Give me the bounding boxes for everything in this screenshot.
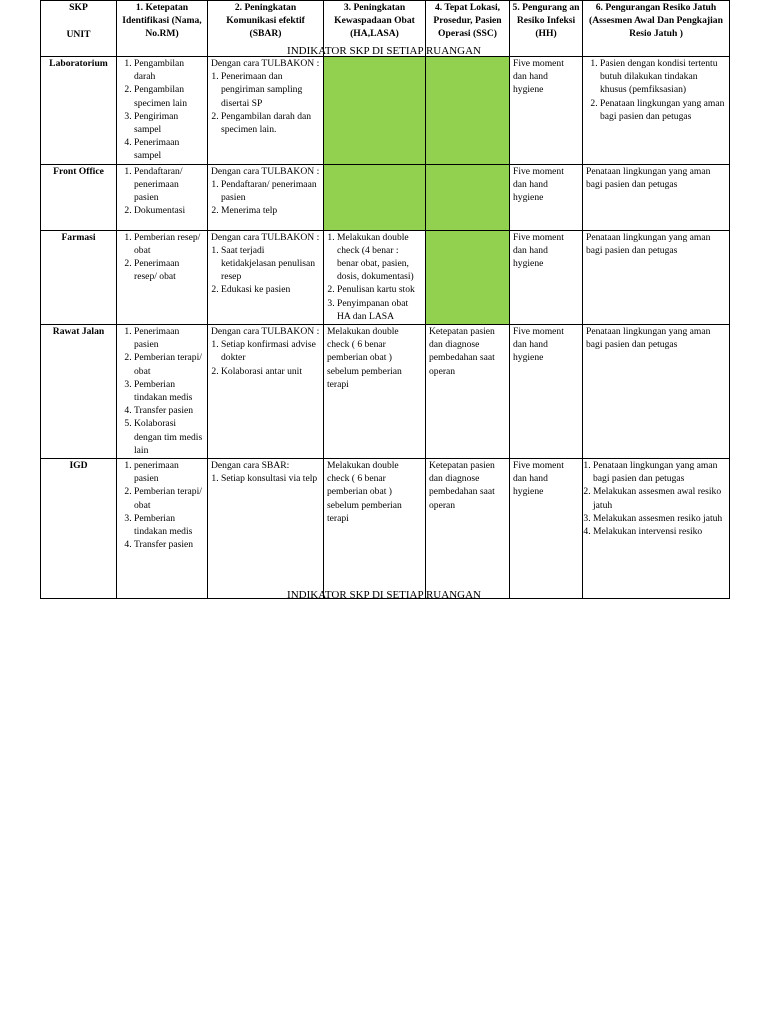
list-item: 1. Penerimaan dan pengiriman sampling disertai SP [221,70,320,110]
row-c6: Penataan lingkungan yang aman bagi pasien dan petugas [583,164,730,230]
row-c5: Five moment dan hand hygiene [510,325,583,459]
list-item: 1. Melakukan double check (4 benar : benar obat, pasien, dosis, dokumentasi) [337,231,422,284]
list-item: 2. Pemberian terapi/ obat [134,351,204,377]
row-c6 [583,459,730,599]
row-c3: Melakukan double check ( 6 benar pemberian obat ) sebelum pemberian terapi [324,325,426,459]
row-c4: Ketepatan pasien dan diagnose pembedahan saat operan [426,459,510,599]
list-item: 3. Penyimpanan obat HA dan LASA [337,297,422,323]
list-item: 2. Penulisan kartu stok [337,283,422,296]
row-c3 [324,230,426,324]
header-unit: UNIT [66,29,91,41]
row-c2 [208,164,324,230]
list-item: 3. Pengiriman sampel [134,110,204,136]
row-c4: Ketepatan pasien dan diagnose pembedahan saat operan [426,325,510,459]
list-item: 2. Edukasi ke pasien [221,283,320,296]
list-item: 1. penerimaan pasien [134,459,204,485]
list-item: 1. Setiap konsultasi via telp [221,472,320,485]
list-item: 1. Pasien dengan kondisi tertentu butuh dilakukan tindakan khusus (pemfiksasian) [600,57,726,97]
row-c1 [117,230,208,324]
row-unit: Laboratorium [41,57,117,165]
page-title: INDIKATOR SKP DI SETIAP RUANGAN [287,589,481,601]
list-item: 4. Penerimaan sampel [134,136,204,162]
row-c5: Five moment dan hand hygiene [510,57,583,165]
row-c2 [208,325,324,459]
list-item: 2. Dokumentasi [134,204,204,217]
overlay-page-title: INDIKATOR SKP DI SETIAP RUANGAN [287,45,481,57]
row-unit: Rawat Jalan [41,325,117,459]
list-item: 2. Menerima telp [221,204,320,217]
table-header-row [41,1,730,57]
row-c3-highlight [324,164,426,230]
header-skp: SKP [69,2,88,13]
table-row [41,164,730,230]
list-item: 3. Melakukan assesmen resiko jatuh [593,512,726,525]
table-row [41,459,730,599]
list-item: 3. Pemberian tindakan medis [134,512,204,538]
row-unit: Farmasi [41,230,117,324]
list-item: 1. Pemberian resep/ obat [134,231,204,257]
list-item: 1. Saat terjadi ketidakjelasan penulisan resep [221,244,320,284]
row-c2 [208,230,324,324]
table-row [41,325,730,459]
header-col3: 3. Peningkatan Kewaspadaan Obat (HA,LASA) [324,1,426,57]
list-item: 4. Melakukan intervensi resiko [593,525,726,538]
row-c3-highlight [324,57,426,165]
list-item: 1. Pendaftaran/ penerimaan pasien [134,165,204,205]
row-c2 [208,459,324,599]
row-c1 [117,57,208,165]
row-c4-highlight [426,57,510,165]
list-item: 2. Kolaborasi antar unit [221,365,320,378]
row-c2-intro: Dengan cara TULBAKON : [211,58,320,69]
row-c6: Penataan lingkungan yang aman bagi pasien dan petugas [583,230,730,324]
list-item: 1. Penataan lingkungan yang aman bagi pasien dan petugas [593,459,726,485]
row-c3: Melakukan double check ( 6 benar pemberian obat ) sebelum pemberian terapi [324,459,426,599]
table-row [41,230,730,324]
list-item: 2. Penerimaan resep/ obat [134,257,204,283]
header-col1: 1. Ketepatan Identifikasi (Nama, No.RM) [117,1,208,57]
row-c2-intro: Dengan cara TULBAKON : [211,231,320,243]
row-c2-intro: Dengan cara SBAR: [211,460,290,472]
row-c1 [117,325,208,459]
row-c1 [117,164,208,230]
row-c5: Five moment dan hand hygiene [510,164,583,230]
row-c4-highlight [426,230,510,324]
list-item: 2. Penataan lingkungan yang aman bagi pasien dan petugas [600,97,726,123]
row-c2 [208,57,324,165]
list-item: 4. Transfer pasien [134,538,204,551]
list-item: 5. Kolaborasi dengan tim medis lain [134,417,204,457]
list-item: 2. Pengambilan darah dan specimen lain. [221,110,320,136]
list-item: 1. Setiap konfirmasi advise dokter [221,338,320,364]
row-c1 [117,459,208,599]
row-c2-intro: Dengan cara TULBAKON : [211,165,320,177]
header-col5: 5. Pengurang an Resiko Infeksi (HH) [510,1,583,57]
list-item: 2. Melakukan assesmen awal resiko jatuh [593,485,726,511]
list-item: 1. Pengambilan darah [134,57,204,83]
row-unit: Front Office [41,164,117,230]
row-unit: IGD [41,459,117,599]
header-col2: 2. Peningkatan Komunikasi efektif (SBAR) [208,1,324,57]
list-item: 1. Pendaftaran/ penerimaan pasien [221,178,320,204]
row-c6 [583,57,730,165]
table-row [41,57,730,165]
row-c5: Five moment dan hand hygiene [510,459,583,599]
header-col4: 4. Tepat Lokasi, Prosedur, Pasien Operasi (SSC) [426,1,510,57]
row-c6: Penataan lingkungan yang aman bagi pasien dan petugas [583,325,730,459]
row-c5: Five moment dan hand hygiene [510,230,583,324]
list-item: 1. Penerimaan pasien [134,325,204,351]
row-c4-highlight [426,164,510,230]
row-c2-intro: Dengan cara TULBAKON : [211,326,320,338]
skp-indicator-table [40,0,730,599]
header-skp-unit [41,1,117,57]
header-col6: 6. Pengurangan Resiko Jatuh (Assesmen Awal Dan Pengkajian Resio Jatuh ) [583,1,730,57]
list-item: 2. Pengambilan specimen lain [134,83,204,109]
list-item: 4. Transfer pasien [134,404,204,417]
list-item: 3. Pemberian tindakan medis [134,378,204,404]
list-item: 2. Pemberian terapi/ obat [134,485,204,511]
